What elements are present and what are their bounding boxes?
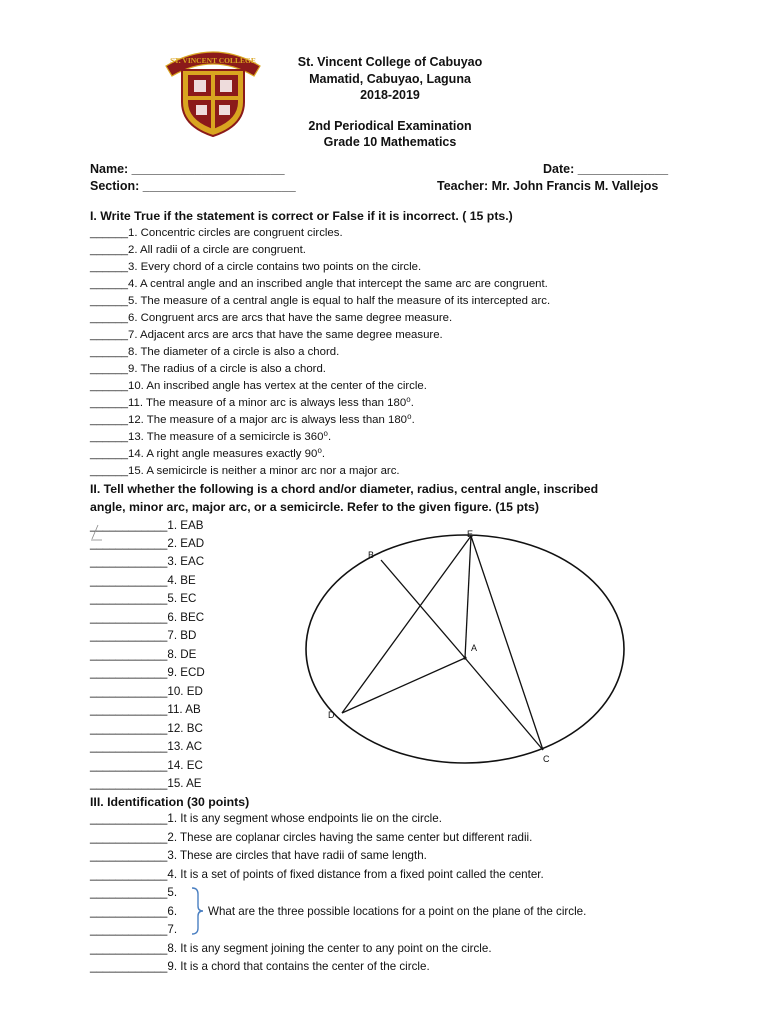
list-item: ____________1. EAB	[90, 519, 204, 532]
logo-text: ST. VINCENT COLLEGE	[170, 56, 256, 65]
list-item: ______4. A central angle and an inscribed angle that intercept the same arc are congruent.	[90, 278, 548, 290]
school-year: 2018-2019	[360, 88, 420, 102]
segment-ec	[471, 536, 543, 750]
list-item: ______3. Every chord of a circle contains two points on the circle.	[90, 261, 422, 273]
list-item: ____________10. ED	[90, 685, 203, 698]
list-item: ____________7.	[90, 923, 178, 936]
part2-title-line1: II. Tell whether the following is a chord and/or diameter, radius, central angle, inscribed	[90, 482, 599, 496]
part1-title: I. Write True if the statement is correct or False if it is incorrect. ( 15 pts.)	[90, 209, 513, 223]
list-item: ______7. Adjacent arcs are arcs that have the same degree measure.	[90, 329, 443, 341]
list-item: ____________11. AB	[90, 703, 201, 716]
segment-ac	[465, 658, 543, 750]
teacher-label: Teacher: Mr. John Francis M. Vallejos	[437, 179, 659, 193]
list-item: ______10. An inscribed angle has vertex at the center of the circle.	[90, 380, 427, 392]
list-item: ____________7. BD	[90, 629, 197, 642]
segment-ea	[465, 536, 471, 658]
list-item: ______11. The measure of a minor arc is always less than 180⁰.	[90, 397, 414, 409]
list-item: ____________9. It is a chord that contains the center of the circle.	[90, 960, 430, 973]
list-item: ____________8. DE	[90, 648, 197, 661]
pencil-mark-icon	[88, 521, 112, 545]
list-item: ____________13. AC	[90, 740, 203, 753]
section-field[interactable]: Section: ______________________	[90, 179, 296, 193]
list-item: ____________14. EC	[90, 759, 203, 772]
list-item: ____________12. BC	[90, 722, 203, 735]
label-d: D	[328, 710, 335, 720]
list-item: ____________6. BEC	[90, 611, 205, 624]
list-item: ______5. The measure of a central angle is equal to half the measure of its intercepted arc.	[90, 295, 551, 307]
segment-ad	[342, 658, 465, 713]
label-c: C	[543, 754, 550, 764]
list-item: ____________6.	[90, 905, 178, 918]
brace-icon	[190, 886, 204, 936]
list-item: ____________1. It is any segment whose endpoints lie on the circle.	[90, 812, 442, 825]
list-item: ____________5.	[90, 886, 178, 899]
list-item: ____________4. It is a set of points of fixed distance from a fixed point called the center.	[90, 868, 544, 881]
list-item: ____________3. EAC	[90, 555, 205, 568]
part2-title-line2: angle, minor arc, major arc, or a semicircle. Refer to the given figure. (15 pts)	[90, 500, 539, 514]
list-item: ____________5. EC	[90, 592, 197, 605]
list-item: ____________8. It is any segment joining the center to any point on the circle.	[90, 942, 492, 955]
list-item: ______9. The radius of a circle is also a chord.	[90, 363, 326, 375]
list-item: ______12. The measure of a major arc is always less than 180⁰.	[90, 414, 415, 426]
exam-title: 2nd Periodical Examination	[308, 118, 472, 133]
label-b: B	[368, 550, 375, 560]
list-item: ______1. Concentric circles are congruent circles.	[90, 227, 343, 239]
list-item: ______6. Congruent arcs are arcs that have the same degree measure.	[90, 312, 453, 324]
list-item: ____________2. EAD	[90, 537, 205, 550]
date-field[interactable]: Date: _____________	[543, 162, 669, 176]
list-item: ____________4. BE	[90, 574, 196, 587]
label-a: A	[471, 643, 478, 653]
school-name: St. Vincent College of Cabuyao	[297, 55, 483, 69]
exam-subject: Grade 10 Mathematics	[323, 135, 457, 149]
school-logo	[158, 40, 268, 140]
list-item: ______14. A right angle measures exactly 90⁰.	[90, 448, 326, 460]
list-item: ______15. A semicircle is neither a minor arc nor a major arc.	[90, 465, 400, 477]
exam-header	[270, 54, 510, 151]
list-item: ______8. The diameter of a circle is also a chord.	[90, 346, 340, 358]
list-item: ______2. All radii of a circle are congruent.	[90, 244, 306, 256]
circle-figure	[300, 528, 630, 768]
list-item: ____________9. ECD	[90, 666, 205, 679]
part3-title: III. Identification (30 points)	[90, 795, 250, 809]
school-address: Mamatid, Cabuyao, Laguna	[309, 71, 471, 86]
list-item: ____________3. These are circles that have radii of same length.	[90, 849, 427, 862]
list-item: ______13. The measure of a semicircle is 360⁰.	[90, 431, 332, 443]
brace-note: What are the three possible locations for a point on the plane of the circle.	[208, 905, 587, 918]
label-e: E	[467, 529, 474, 539]
list-item: ____________2. These are coplanar circles having the same center but different radii.	[90, 831, 533, 844]
list-item: ____________15. AE	[90, 777, 202, 790]
name-field[interactable]: Name: ______________________	[90, 162, 285, 176]
